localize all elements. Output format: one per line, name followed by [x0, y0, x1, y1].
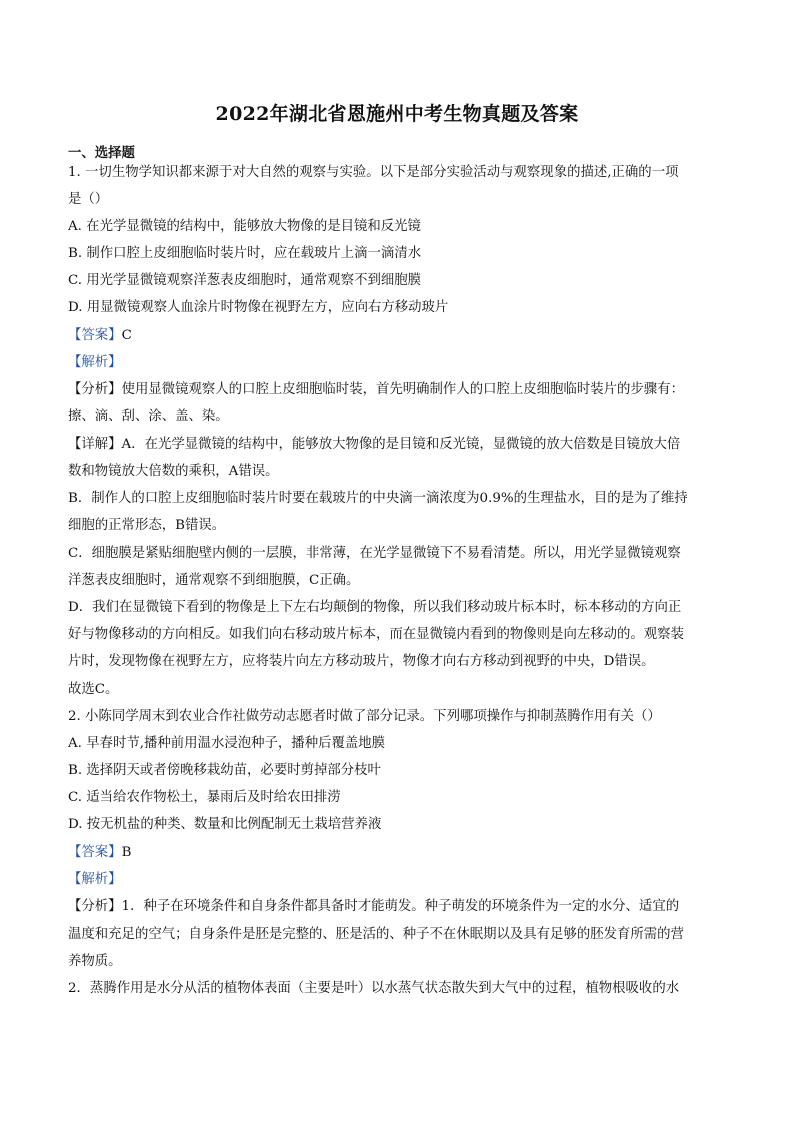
text-line	[68, 245, 738, 263]
text-line	[68, 653, 738, 671]
text-line	[68, 517, 738, 535]
text-line	[68, 191, 738, 209]
marker-label: 【答案】	[68, 845, 122, 860]
text-line	[68, 789, 738, 807]
line-text: B．制作人的口腔上皮细胞临时装片时要在载玻片的中央滴一滴浓度为0.9%的生理盐水，目的是为了维持	[68, 491, 688, 506]
text-line	[68, 953, 738, 971]
marker-label: 【解析】	[68, 355, 122, 370]
line-text: A. 在光学显微镜的结构中，能够放大物像的是目镜和反光镜	[68, 219, 421, 234]
line-text: 擦、滴、刮、涂、盖、染。	[68, 409, 229, 424]
line-text: 温度和充足的空气；自身条件是胚是完整的、胚是活的、种子不在休眠期以及具有足够的胚发育所需的营	[68, 927, 684, 942]
text-line	[68, 626, 738, 644]
text-line	[68, 572, 738, 590]
line-text: 2．蒸腾作用是水分从活的植物体表面（主要是叶）以水蒸气状态散失到大气中的过程，植物根吸收的水	[68, 981, 680, 996]
line-text: 【分析】1．种子在环境条件和自身条件都具备时才能萌发。种子萌发的环境条件为一定的水分、适宜的	[68, 899, 680, 914]
marker-label: 【答案】	[68, 328, 122, 343]
text-line	[68, 980, 738, 998]
line-text: D. 用显微镜观察人血涂片时物像在视野左方，应向右方移动玻片	[68, 300, 449, 315]
line-text: 【详解】A．在光学显微镜的结构中，能够放大物像的是目镜和反光镜，显微镜的放大倍数是目镜放大倍	[68, 437, 681, 452]
text-line	[68, 463, 738, 481]
text-line	[68, 436, 738, 454]
line-text: 是（）	[68, 192, 109, 207]
line-text: C. 用光学显微镜观察洋葱表皮细胞时，通常观察不到细胞膜	[68, 273, 422, 288]
text-line	[68, 735, 738, 753]
section-heading: 一、选择题	[68, 145, 135, 161]
text-line	[68, 762, 738, 780]
line-text: 好与物像移动的方向相反。如我们向右移动玻片标本，而在显微镜内看到的物像则是向左移动的。观察装	[68, 627, 684, 642]
text-line	[68, 299, 738, 317]
text-line	[68, 545, 738, 563]
text-line	[68, 926, 738, 944]
line-text: 2. 小陈同学周末到农业合作社做劳动志愿者时做了部分记录。下列哪项操作与抑制蒸腾作用有关（）	[68, 709, 661, 724]
answer-marker-line	[68, 354, 738, 372]
line-text: C. 适当给农作物松土，暴雨后及时给农田排涝	[68, 790, 341, 805]
line-text: B. 选择阴天或者傍晚移栽幼苗，必要时剪掉部分枝叶	[68, 763, 381, 778]
text-line	[68, 898, 738, 916]
answer-marker-line	[68, 871, 738, 889]
page-title: 2022年湖北省恩施州中考生物真题及答案	[215, 103, 579, 125]
text-line	[68, 816, 738, 834]
text-line	[68, 408, 738, 426]
line-text: A. 早春时节,播种前用温水浸泡种子，播种后覆盖地膜	[68, 736, 386, 751]
answer-marker-line	[68, 844, 738, 862]
text-line	[68, 272, 738, 290]
text-line	[68, 708, 738, 726]
line-text: B	[121, 845, 132, 860]
line-text: 洋葱表皮细胞时，通常观察不到细胞膜，C正确。	[68, 573, 360, 588]
line-text: 细胞的正常形态，B错误。	[68, 518, 226, 533]
line-text: C	[121, 328, 132, 343]
line-text: 【分析】使用显微镜观察人的口腔上皮细胞临时装，首先明确制作人的口腔上皮细胞临时装片的步骤有：	[68, 382, 684, 397]
line-text: D. 按无机盐的种类、数量和比例配制无土栽培营养液	[68, 817, 382, 832]
text-line	[68, 490, 738, 508]
line-text: 片时，发现物像在视野左方，应将装片向左方移动玻片，物像才向右方移动到视野的中央，D错误。	[68, 654, 655, 669]
text-line	[68, 381, 738, 399]
marker-label: 【解析】	[68, 872, 122, 887]
text-line	[68, 599, 738, 617]
line-text: 故选C。	[68, 682, 119, 697]
line-text: D．我们在显微镜下看到的物像是上下左右均颠倒的物像，所以我们移动玻片标本时，标本移动的方向正	[68, 600, 682, 615]
text-line	[68, 681, 738, 699]
line-text: B. 制作口腔上皮细胞临时装片时，应在载玻片上滴一滴清水	[68, 246, 422, 261]
line-text: 1. 一切生物学知识都来源于对大自然的观察与实验。以下是部分实验活动与观察现象的描述,正确的一项	[68, 165, 679, 180]
line-text: 养物质。	[68, 954, 122, 969]
text-line	[68, 164, 738, 182]
line-text: C．细胞膜是紧贴细胞壁内侧的一层膜，非常薄，在光学显微镜下不易看清楚。所以，用光学显微镜观察	[68, 546, 681, 561]
text-line	[68, 218, 738, 236]
answer-marker-line	[68, 327, 738, 345]
line-text: 数和物镜放大倍数的乘积，A错误。	[68, 464, 279, 479]
